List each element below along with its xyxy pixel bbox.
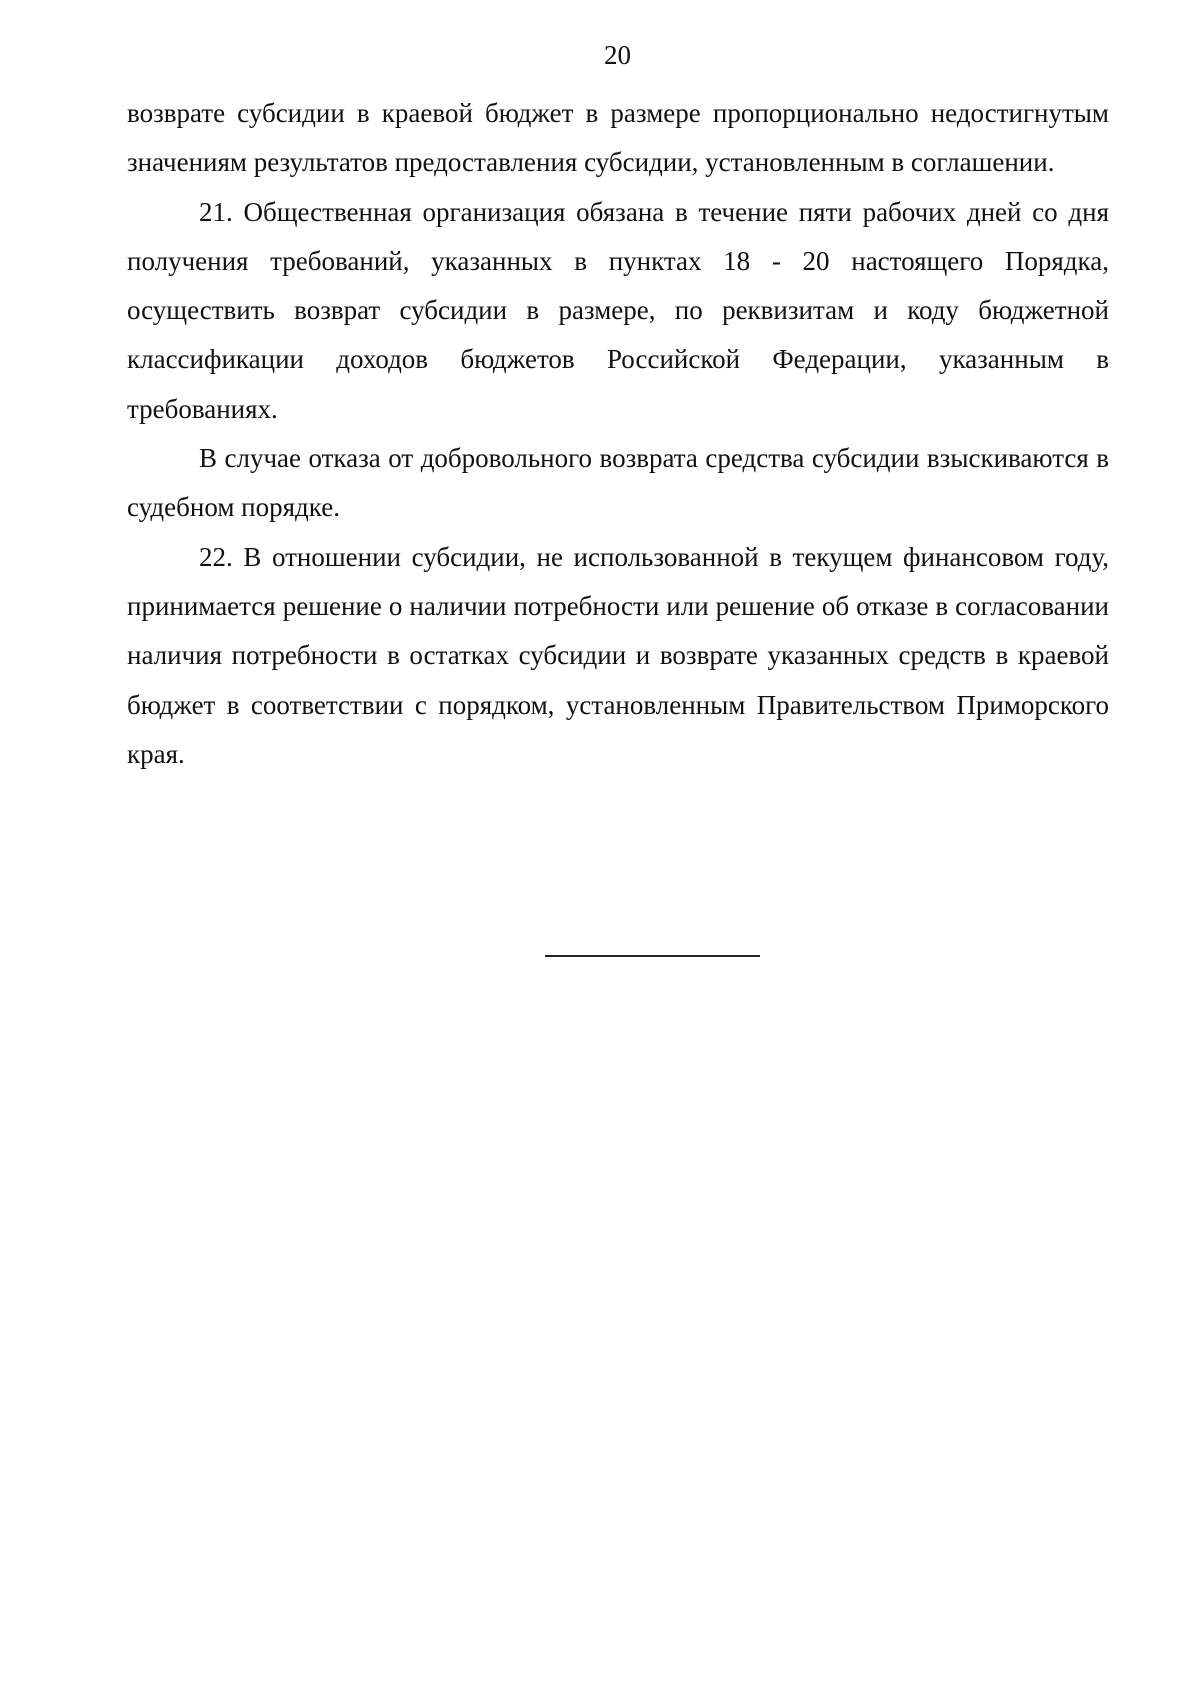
document-body [127,89,1109,779]
document-end-rule [545,955,760,957]
paragraph-21: 21. Общественная организация обязана в течение пяти рабочих дней со дня получения требований, указанных в пунктах 18 - 20 настоящего Порядка, осуществить возврат субсидии в размере, по реквизитам и коду бюджетной классификации доходов бюджетов Российской Федерации, указанным в требованиях. [127,196,1109,424]
paragraph-22: 22. В отношении субсидии, не использованной в текущем финансовом году, принимается решение о наличии потребности или решение об отказе в согласовании наличия потребности в остатках субсидии и возврате указанных средств в краевой бюджет в соответствии с порядком, установленным Правительством Приморского края. [127,541,1109,769]
page-number: 20 [604,40,631,70]
paragraph-refusal: В случае отказа от добровольного возврата средства субсидии взыскиваются в судебном порядке. [127,443,1109,523]
paragraph-continuation: возврате субсидии в краевой бюджет в размере пропорционально недостигнутым значениям результатов предоставления субсидии, установленным в соглашении. [127,98,1109,178]
